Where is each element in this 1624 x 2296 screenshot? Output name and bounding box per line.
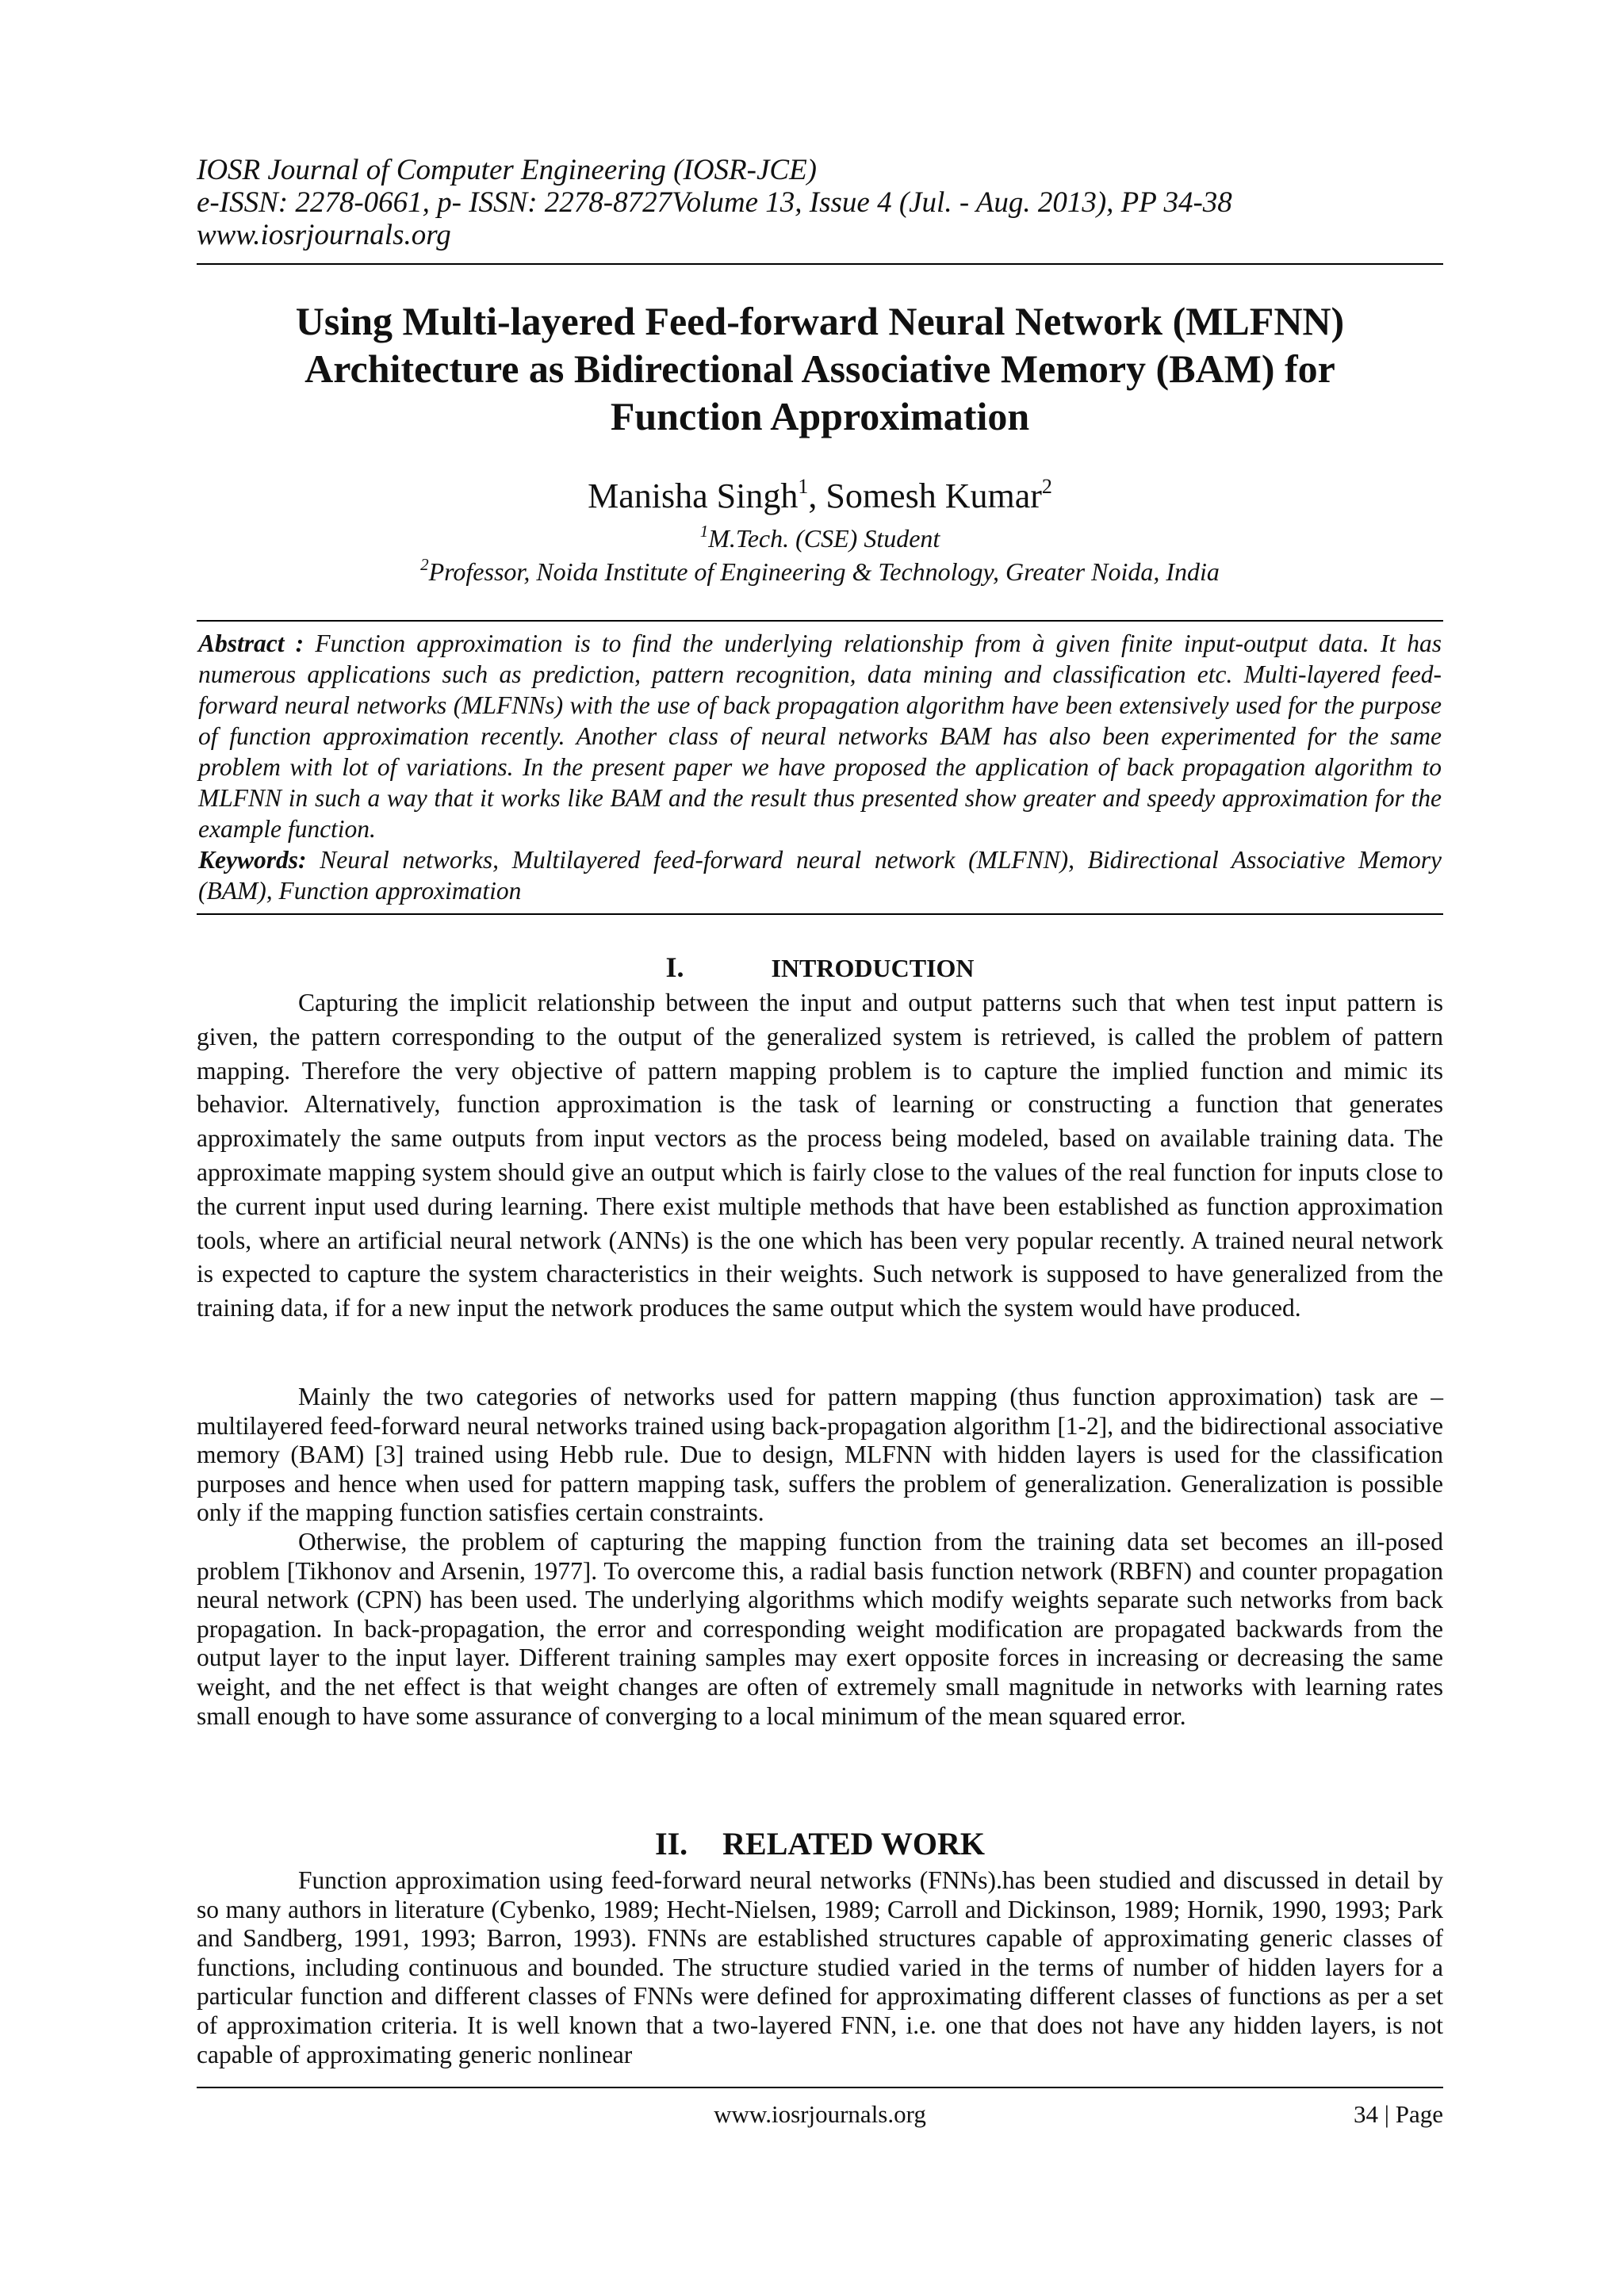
title-line-2: Architecture as Bidirectional Associative Memory (BAM) for — [304, 346, 1335, 391]
journal-header — [197, 154, 1443, 251]
affiliation-1-text: M.Tech. (CSE) Student — [708, 524, 940, 553]
author-2-marker: 2 — [1041, 475, 1052, 498]
title-line-3: Function Approximation — [610, 394, 1030, 438]
section-title: INTRODUCTION — [771, 954, 975, 982]
abstract-text: Function approximation is to find the underlying relationship from à given finite input-output data. It has numerous applications such as prediction, pattern recognition, data mining and classification etc. Multi-layered feed-forward neural networks (MLFNNs) with the use of back propagation algorithm have been extensively used for the purpose of function approximation recently. Another class of neural networks BAM has also been experimented for the same problem with lot of variations. In the present paper we have proposed the application of back propagation algorithm to MLFNN in such a way that it works like BAM and the result thus presented show greater and speedy approximation for the example function. — [198, 629, 1442, 843]
author-list — [197, 476, 1443, 517]
affiliation-2 — [197, 557, 1443, 587]
keywords-text: Neural networks, Multilayered feed-forward neural network (MLFNN), Bidirectional Associative Memory (BAM), Function approximation — [198, 846, 1442, 905]
section-number: II. — [655, 1826, 688, 1862]
keywords-paragraph — [198, 844, 1442, 906]
author-separator: , — [808, 476, 826, 515]
affiliation-1-marker: 1 — [699, 522, 709, 541]
related-work-body — [197, 1866, 1443, 2069]
section-number: I. — [665, 951, 684, 983]
author-1-marker: 1 — [798, 475, 809, 498]
section-heading-related-work — [197, 1825, 1443, 1863]
related-work-paragraph-1: Function approximation using feed-forward neural networks (FNNs).has been studied and discussed in detail by so many authors in literature (Cybenko, 1989; Hecht-Nielsen, 1989; Carroll and Dickinson, 1989; Hornik, 1990, 1993; Park and Sandberg, 1991, 1993; Barron, 1993). FNNs are established structures capable of approximating generic classes of functions, including continuous and bounded. The structure studied varied in the terms of number of hidden layers for a particular function and different classes of FNNs were defined for approximating different classes of functions as per a set of approximation criteria. It is well known that a two-layered FNN, i.e. one that does not have any hidden layers, is not capable of approximating generic nonlinear — [197, 1866, 1443, 2068]
abstract-top-rule — [197, 620, 1443, 622]
issn-line: e-ISSN: 2278-0661, p- ISSN: 2278-8727Volume 13, Issue 4 (Jul. - Aug. 2013), PP 34-38 — [197, 186, 1232, 219]
section-title: RELATED WORK — [722, 1826, 985, 1862]
abstract-paragraph — [198, 628, 1442, 844]
abstract-block — [198, 628, 1442, 906]
introduction-body — [197, 986, 1443, 1326]
introduction-paragraph-2: Mainly the two categories of networks used for pattern mapping (thus function approximation) task are – multilayered feed-forward neural networks trained using back-propagation algorithm [1-2], and the bidirectional associative memory (BAM) [3] trained using Hebb rule. Due to design, MLFNN with hidden layers is used for the classification purposes and hence when used for pattern mapping task, suffers the problem of generalization. Generalization is possible only if the mapping function satisfies certain constraints. — [197, 1383, 1443, 1527]
keywords-label: Keywords: — [198, 846, 307, 874]
journal-website[interactable]: www.iosrjournals.org — [197, 219, 451, 251]
footer-website[interactable]: www.iosrjournals.org — [714, 2100, 926, 2128]
footer-divider — [197, 2087, 1443, 2088]
introduction-body-continued — [197, 1383, 1443, 1731]
affiliation-2-marker: 2 — [420, 555, 429, 574]
title-line-1: Using Multi-layered Feed-forward Neural Network (MLFNN) — [295, 299, 1345, 343]
abstract-bottom-rule — [197, 913, 1443, 915]
page-number: 34 | Page — [1354, 2100, 1443, 2128]
abstract-label: Abstract : — [198, 629, 304, 657]
author-2-name: Somesh Kumar — [825, 476, 1042, 515]
introduction-paragraph-3: Otherwise, the problem of capturing the mapping function from the training data set becomes an ill-posed problem [Tikhonov and Arsenin, 1977]. To overcome this, a radial basis function network (RBFN) and counter propagation neural network (CPN) has been used. The underlying algorithms which modify weights separate such networks from back propagation. In back-propagation, the error and corresponding weight modification are propagated backwards from the output layer to the input layer. Different training samples may exert opposite forces in increasing or decreasing the same weight, and the net effect is that weight changes are often of extremely small magnitude in networks with learning rates small enough to have some assurance of converging to a local minimum of the mean squared error. — [197, 1527, 1443, 1730]
header-divider — [197, 263, 1443, 265]
introduction-paragraph-1: Capturing the implicit relationship between the input and output patterns such that when test input pattern is given, the pattern corresponding to the output of the generalized system is retrieved, is called the problem of pattern mapping. Therefore the very objective of pattern mapping problem is to capture the implied function and mimic its behavior. Alternatively, function approximation is the task of learning or constructing a function that generates approximately the same outputs from input vectors as the process being modeled, based on available training data. The approximate mapping system should give an output which is fairly close to the values of the real function for inputs close to the current input used during learning. There exist multiple methods that have been established as function approximation tools, where an artificial neural network (ANNs) is the one which has been very popular recently. A trained neural network is expected to capture the system characteristics in their weights. Such network is supposed to have generalized from the training data, if for a new input the network produces the same output which the system would have produced. — [197, 989, 1443, 1322]
journal-name: IOSR Journal of Computer Engineering (IOSR-JCE) — [197, 154, 817, 186]
affiliation-1 — [197, 523, 1443, 553]
author-1-name: Manisha Singh — [588, 476, 799, 515]
paper-title — [197, 297, 1443, 440]
affiliation-2-text: Professor, Noida Institute of Engineering & Technology, Greater Noida, India — [428, 557, 1220, 586]
section-heading-introduction — [197, 951, 1443, 984]
